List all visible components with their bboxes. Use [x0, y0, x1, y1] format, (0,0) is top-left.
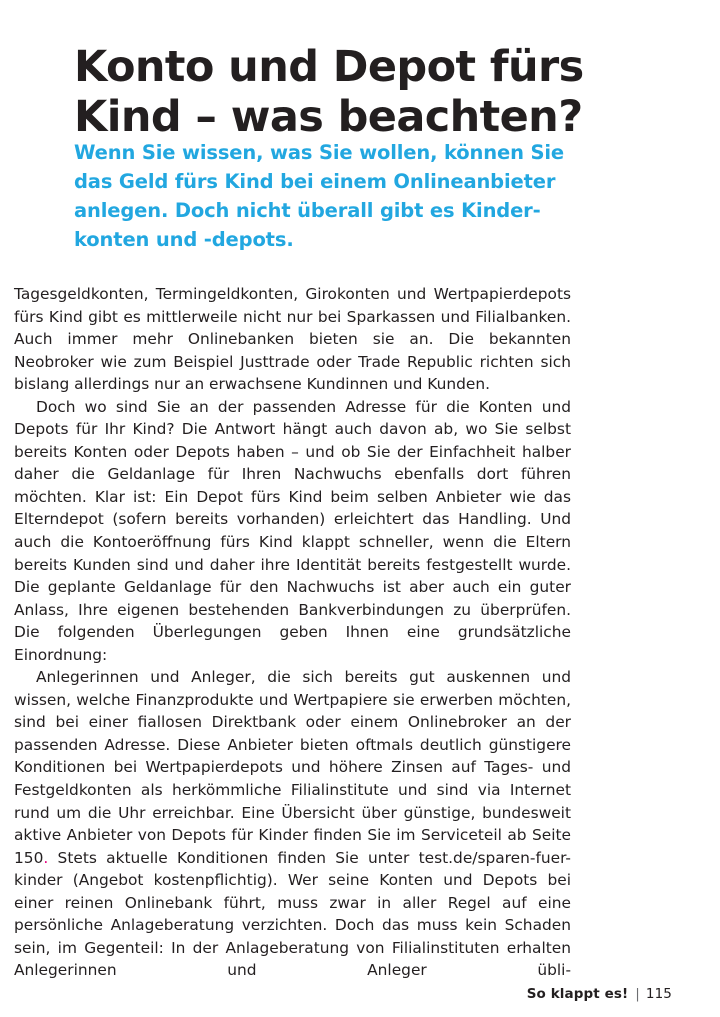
body-text-column: [14, 283, 571, 982]
footer-chapter-label: So klappt es!: [526, 986, 629, 1002]
page-title-line-2: Kind – was beachten?: [74, 91, 583, 142]
body-paragraph-2: Doch wo sind Sie an der passenden Adresse für die Konten und Depots für Ihr Kind? Die Antwort hängt auch davon ab, wo Sie selbst bereits Konten oder Depots haben – und ob Sie der Einfachheit halber daher die Geldanlage für Ihren Nachwuchs ebenfalls dort führen möchten. Klar ist: Ein Depot fürs Kind beim selben Anbieter wie das Elterndepot (sofern bereits vorhanden) erleichtert das Handling. Und auch die Kontoeröffnung fürs Kind klappt schneller, wenn die Eltern bereits Kunden sind und daher ihre Identität bereits festgestellt wurde. Die geplante Geldanlage für den Nachwuchs ist aber auch ein guter Anlass, Ihre eigenen bestehenden Bankverbindungen zu überprüfen. Die folgenden Überlegungen geben Ihnen eine grundsätzliche Einordnung:: [14, 397, 571, 664]
lead-line-3: anlegen. Doch nicht überall gibt es Kinder-: [74, 199, 541, 222]
body-paragraph-3-part-2: Stets aktuelle Konditionen finden Sie unter test.de/sparen-fuer-kinder (Angebot kostenpflichtig). Wer seine Konten und Depots bei einer reinen Onlinebank führt, muss zwar in aller Regel auf eine persönliche Anlageberatung verzichten. Doch das muss kein Schaden sein, im Gegenteil: In der Anlageberatung von Filialinstituten erhalten Anlegerinnen und Anleger übli-: [14, 848, 571, 980]
body-paragraph-3: [14, 666, 571, 982]
page-footer: [527, 986, 672, 1002]
lead-line-4: konten und -depots.: [74, 228, 294, 251]
lead-paragraph: [74, 138, 594, 254]
footer-page-number: 115: [645, 986, 672, 1002]
accent-period: .: [43, 848, 49, 867]
page-title-line-1: Konto und Depot fürs: [74, 41, 584, 92]
page-title: [74, 42, 674, 142]
body-paragraph-3-part-1: Anlegerinnen und Anleger, die sich bereits gut auskennen und wissen, welche Finanzprodukte und Wertpapiere sie erwerben möchten, sind bei einer fiallosen Direktbank oder einem Onlinebroker an der passenden Adresse. Diese Anbieter bieten oftmals deutlich günstigere Konditionen bei Wertpapierdepots und höhere Zinsen auf Tages- und Festgeldkonten als herkömmliche Filialinstitute und sind via Internet rund um die Uhr erreichbar. Eine Übersicht über günstige, bundesweit aktive Anbieter von Depots für Kinder finden Sie im Serviceteil ab Seite 150: [14, 668, 571, 867]
lead-line-1: Wenn Sie wissen, was Sie wollen, können Sie: [74, 141, 564, 164]
body-paragraph-1: Tagesgeldkonten, Termingeldkonten, Girokonten und Wertpapierdepots fürs Kind gibt es mittlerweile nicht nur bei Sparkassen und Filialbanken. Auch immer mehr Onlinebanken bieten sie an. Die bekannten Neobroker wie zum Beispiel Justtrade oder Trade Republic richten sich bislang allerdings nur an erwachsene Kundinnen und Kunden.: [14, 285, 571, 394]
lead-line-2: das Geld fürs Kind bei einem Onlineanbieter: [74, 170, 556, 193]
footer-separator: |: [635, 986, 640, 1002]
